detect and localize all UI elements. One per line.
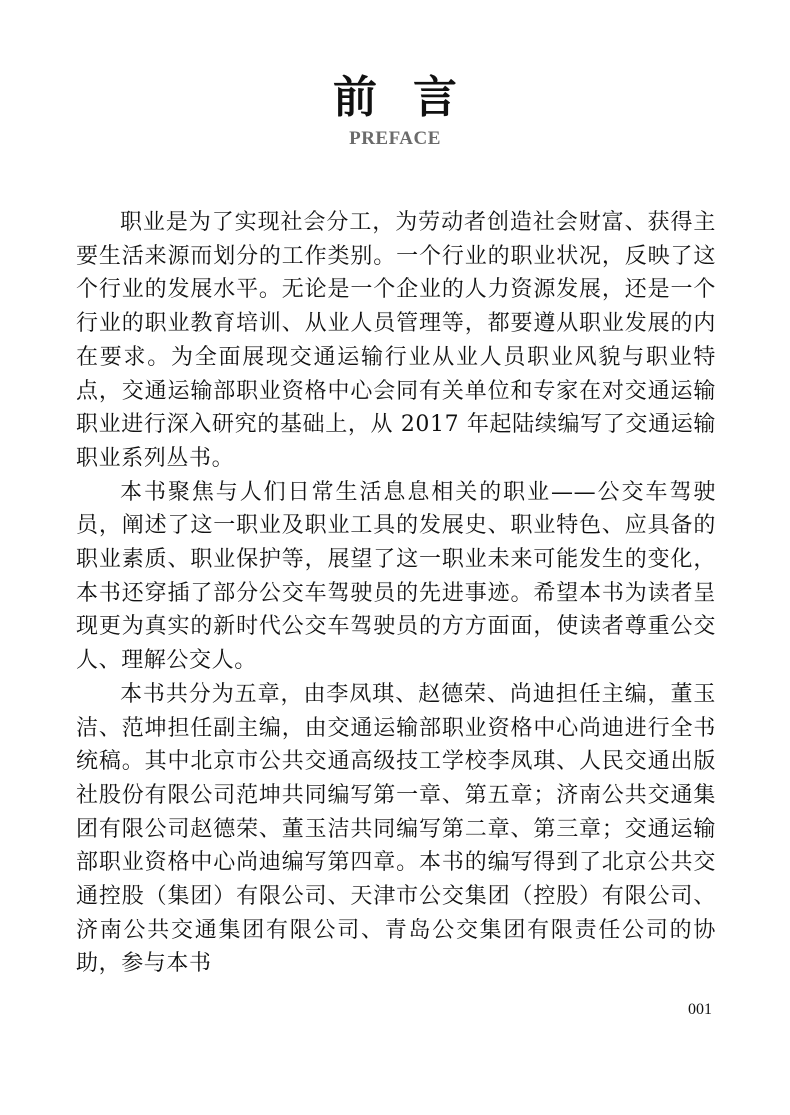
page-number: 001 — [688, 1001, 712, 1018]
body-text — [76, 206, 716, 981]
paragraph-3: 本书共分为五章，由李凤琪、赵德荣、尚迪担任主编，董玉洁、范坤担任副主编，由交通运输部职业资格中心尚迪进行全书统稿。其中北京市公共交通高级技工学校李凤琪、人民交通出版社股份有限公司范坤共同编写第一章、第五章；济南公共交通集团有限公司赵德荣、董玉洁共同编写第二章、第三章；交通运输部职业资格中心尚迪编写第四章。本书的编写得到了北京公共交通控股（集团）有限公司、天津市公交集团（控股）有限公司、济南公共交通集团有限公司、青岛公交集团有限责任公司的协助，参与本书 — [76, 681, 716, 977]
page-title: 前言 — [333, 72, 493, 123]
paragraph-2: 本书聚焦与人们日常生活息息相关的职业——公交车驾驶员，阐述了这一职业及职业工具的发展史、职业特色、应具备的职业素质、职业保护等，展望了这一职业未来可能发生的变化，本书还穿插了部分公交车驾驶员的先进事迹。希望本书为读者呈现更为真实的新时代公交车驾驶员的方方面面，使读者尊重公交人、理解公交人。 — [76, 479, 716, 674]
paragraph-1: 职业是为了实现社会分工，为劳动者创造社会财富、获得主要生活来源而划分的工作类别。一个行业的职业状况，反映了这个行业的发展水平。无论是一个企业的人力资源发展，还是一个行业的职业教育培训、从业人员管理等，都要遵从职业发展的内在要求。为全面展现交通运输行业从业人员职业风貌与职业特点，交通运输部职业资格中心会同有关单位和专家在对交通运输职业进行深入研究的基础上，从 2017 年起陆续编写了交通运输职业系列丛书。 — [76, 210, 716, 471]
page-subtitle: PREFACE — [349, 128, 441, 149]
